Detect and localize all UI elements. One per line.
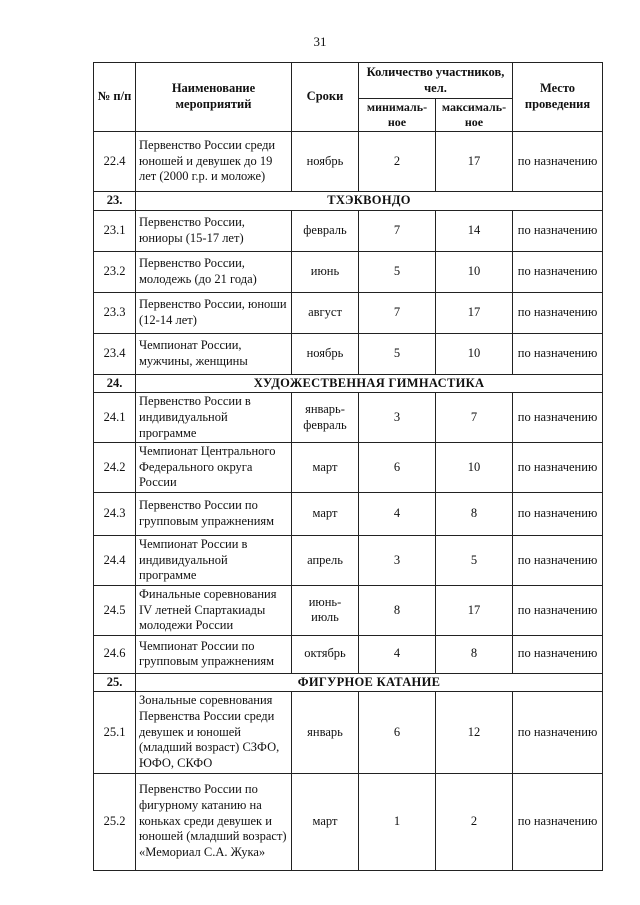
row-min: 5 [359,333,436,374]
header-min: минималь-ное [359,99,436,132]
row-max: 17 [436,292,513,333]
row-max: 10 [436,251,513,292]
row-place: по назначению [513,493,603,536]
row-name: Чемпионат Центрального Федерального округа России [136,443,292,493]
section-num: 23. [94,192,136,211]
row-place: по назначению [513,443,603,493]
row-name: Зональные соревнования Первенства России среди девушек и юношей (младший возраст) СЗФО, ЮФО, СКФО [136,692,292,773]
row-num: 24.5 [94,585,136,635]
row-min: 7 [359,210,436,251]
table-row [94,635,603,673]
row-place: по назначению [513,773,603,870]
header-participants: Количество участников, чел. [359,63,513,99]
row-dates: февраль [292,210,359,251]
row-num: 25.1 [94,692,136,773]
row-num: 23.2 [94,251,136,292]
header-num: № п/п [94,63,136,132]
table-row [94,536,603,586]
row-place: по назначению [513,692,603,773]
table-row [94,493,603,536]
row-place: по назначению [513,635,603,673]
row-place: по назначению [513,251,603,292]
row-dates: март [292,493,359,536]
row-place: по назначению [513,132,603,192]
row-min: 7 [359,292,436,333]
section-num: 24. [94,374,136,393]
row-dates: июнь [292,251,359,292]
row-max: 17 [436,132,513,192]
section-row [94,374,603,393]
row-dates: январь-февраль [292,393,359,443]
row-min: 1 [359,773,436,870]
events-table [93,62,603,871]
row-name: Чемпионат России, мужчины, женщины [136,333,292,374]
row-num: 24.1 [94,393,136,443]
row-min: 8 [359,585,436,635]
page-number: 31 [313,34,327,49]
section-title: ХУДОЖЕСТВЕННАЯ ГИМНАСТИКА [136,374,603,393]
row-min: 3 [359,536,436,586]
row-num: 23.1 [94,210,136,251]
row-dates: июнь-июль [292,585,359,635]
row-place: по назначению [513,292,603,333]
row-place: по назначению [513,585,603,635]
row-max: 17 [436,585,513,635]
table-row [94,251,603,292]
row-min: 6 [359,692,436,773]
row-max: 10 [436,443,513,493]
row-max: 8 [436,635,513,673]
row-num: 23.3 [94,292,136,333]
row-name: Первенство России, молодежь (до 21 года) [136,251,292,292]
table-row [94,773,603,870]
row-min: 5 [359,251,436,292]
row-place: по назначению [513,210,603,251]
row-num: 23.4 [94,333,136,374]
row-num: 25.2 [94,773,136,870]
row-min: 6 [359,443,436,493]
row-max: 10 [436,333,513,374]
header-place: Место проведения [513,63,603,132]
row-dates: ноябрь [292,333,359,374]
section-row [94,192,603,211]
row-num: 24.4 [94,536,136,586]
row-name: Первенство России в индивидуальной программе [136,393,292,443]
row-place: по назначению [513,536,603,586]
row-max: 2 [436,773,513,870]
row-place: по назначению [513,333,603,374]
row-name: Первенство России по групповым упражнениям [136,493,292,536]
header-name: Наименование мероприятий [136,63,292,132]
row-max: 7 [436,393,513,443]
table-row [94,393,603,443]
table-row [94,132,603,192]
row-dates: март [292,773,359,870]
row-name: Чемпионат России по групповым упражнениям [136,635,292,673]
row-max: 8 [436,493,513,536]
row-dates: январь [292,692,359,773]
row-dates: ноябрь [292,132,359,192]
row-max: 12 [436,692,513,773]
row-dates: август [292,292,359,333]
section-title: ФИГУРНОЕ КАТАНИЕ [136,673,603,692]
row-name: Первенство России, юноши (12-14 лет) [136,292,292,333]
row-name: Первенство России по фигурному катанию на коньках среди девушек и юношей (младший возраст) «Мемориал С.А. Жука» [136,773,292,870]
row-name: Чемпионат России в индивидуальной программе [136,536,292,586]
table-row [94,585,603,635]
row-name: Финальные соревнования IV летней Спартакиады молодежи России [136,585,292,635]
section-num: 25. [94,673,136,692]
section-row [94,673,603,692]
row-min: 2 [359,132,436,192]
row-dates: март [292,443,359,493]
row-dates: октябрь [292,635,359,673]
row-max: 5 [436,536,513,586]
row-min: 3 [359,393,436,443]
row-min: 4 [359,635,436,673]
row-dates: апрель [292,536,359,586]
header-dates: Сроки [292,63,359,132]
table-row [94,210,603,251]
row-num: 24.6 [94,635,136,673]
row-place: по назначению [513,393,603,443]
row-max: 14 [436,210,513,251]
table-row [94,692,603,773]
table-row [94,292,603,333]
row-num: 24.2 [94,443,136,493]
row-name: Первенство России среди юношей и девушек до 19 лет (2000 г.р. и моложе) [136,132,292,192]
table-row [94,443,603,493]
table-body [94,132,603,871]
row-num: 22.4 [94,132,136,192]
row-min: 4 [359,493,436,536]
table-row [94,333,603,374]
row-num: 24.3 [94,493,136,536]
header-max: максималь-ное [436,99,513,132]
section-title: ТХЭКВОНДО [136,192,603,211]
row-name: Первенство России, юниоры (15-17 лет) [136,210,292,251]
